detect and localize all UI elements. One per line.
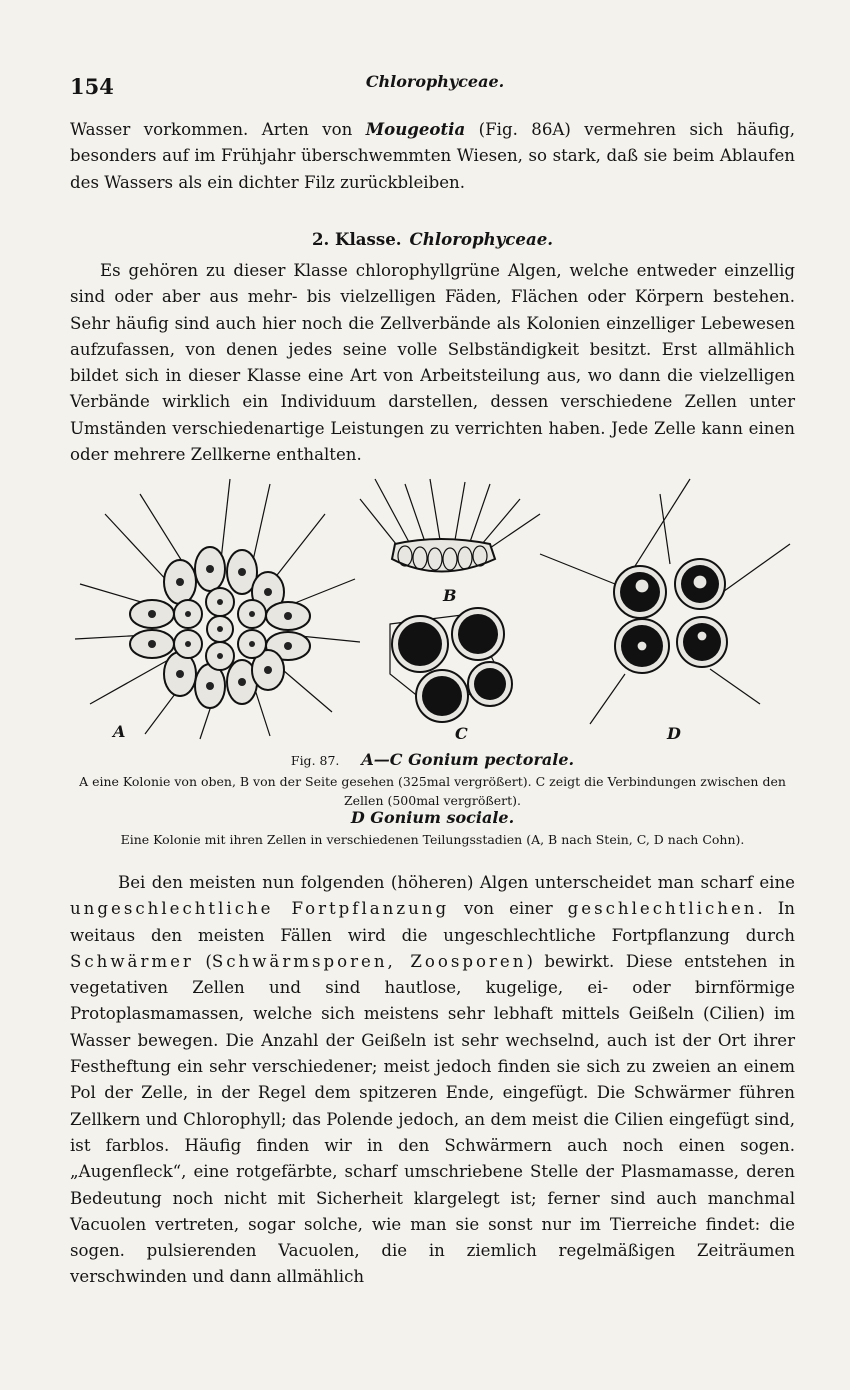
spaced-term: ungeschlechtliche Fortpflanzung <box>70 899 450 919</box>
figure-label-d: D <box>667 724 681 743</box>
text-run: (Fig. 86A) vermehren sich häufig, besonders auf im Frühjahr überschwemmten Wiesen, so stark, daß sie beim Ablaufen des Wassers als ein dichter Filz zurückbleiben. <box>70 120 795 192</box>
figure-caption-title-1 <box>60 750 805 770</box>
species-gonium-sociale: D Gonium sociale. <box>350 808 515 827</box>
figure-caption-line-1: A eine Kolonie von oben, B von der Seite gesehen (325mal vergrößert). C zeigt die Verbindungen zwischen den Zellen (500mal vergrößert). <box>79 774 786 808</box>
running-title: Chlorophyceae. <box>365 72 505 91</box>
gonium-illustration <box>70 474 800 744</box>
text-run: Wasser vorkommen. Arten von <box>70 120 366 139</box>
paragraph-fortpflanzung <box>70 870 795 1291</box>
text-run: von einer <box>449 899 568 919</box>
spaced-term: geschlechtlichen <box>567 899 758 919</box>
paragraph-chlorophyceae-intro: Es gehören zu dieser Klasse chlorophyllgrüne Algen, welche entweder einzellig sind oder aber aus mehr- bis vielzelligen Fäden, Flächen oder Körpern bestehen. Sehr häufig sind auch hier noch die Zellverbände als Kolonien einzelliger Lebewesen aufzufassen, von denen jedes seine volle Selbständigkeit besitzt. Erst allmählich bildet sich in dieser Klasse eine Art von Arbeitsteilung aus, wo dann die vielzelligen Verbände wirklich ein Individuum darstellen, dessen verschiedene Zellen unter Umständen verschiedenartige Leistungen zu verrichten haben. Jede Zelle kann einen oder mehrere Zellkerne enthalten. <box>70 261 795 465</box>
colony-b <box>360 479 540 572</box>
text-run: ) bewirkt. Diese entstehen in vegetativen Zellen und sind hautlose, kugelige, ei- oder birnförmige Protoplasmamassen, welche sich meistens sehr lebhaft mittels Geißeln (Cilien) im Wasser bewegen. Die Anzahl der Geißeln ist sehr wechselnd, auch ist der Ort ihrer Festheftung ein sehr verschiedener; meist jedoch finden sie sich zu zweien an einem Pol der Zelle, in der Regel dem spitzeren Ende, eingefügt. Die Schwärmer führen Zellkern und Chlorophyll; das Polende jedoch, an dem meist die Cilien eingefügt sind, ist farblos. Häufig finden wir in den Schwärmern auch noch einen sogen. „Augenfleck“, eine rotgefärbte, scharf umschriebene Stelle der Plasmamasse, deren Bedeutung noch nicht mit Sicherheit klargelegt ist; ferner sind auch manchmal Vacuolen vertreten, sogar solche, wie man sie sonst nur im Tierreiche findet: die sogen. pulsierenden Vacuolen, die in ziemlich regelmäßigen Zeiträumen verschwinden und dann allmählich <box>70 951 796 1287</box>
spaced-term: Schwärmer <box>70 951 194 971</box>
figure-label-a: A <box>113 722 126 741</box>
figure-caption-title-2 <box>60 808 805 828</box>
figure-label-c: C <box>455 724 468 743</box>
paragraph-mougeotia <box>70 116 795 196</box>
text-run: . In weitaus den meisten Fällen wird die ungeschlechtliche Fortpflanzung durch <box>70 899 795 945</box>
spaced-term: Schwärmsporen, Zoosporen <box>211 951 527 971</box>
genus-name: Mougeotia <box>365 119 466 139</box>
page-header <box>70 68 800 98</box>
class-latin-name: Chlorophyceae. <box>409 229 554 249</box>
page-number: 154 <box>70 74 114 99</box>
text-run: ( <box>193 951 212 971</box>
species-gonium-pectorale: A—C Gonium pectorale. <box>361 750 575 769</box>
colony-d <box>540 479 790 724</box>
class-heading <box>70 229 795 249</box>
text-run: Bei den meisten nun folgenden (höheren) Algen unterscheidet man scharf eine <box>118 873 795 892</box>
class-number: 2. Klasse. <box>311 229 402 249</box>
figure-gonium <box>70 474 800 744</box>
figure-caption-line-2: Eine Kolonie mit ihren Zellen in verschiedenen Teilungsstadien (A, B nach Stein, C, D nach Cohn). <box>120 832 745 847</box>
figure-label-b: B <box>443 586 457 605</box>
figure-number: Fig. 87. <box>290 753 340 768</box>
